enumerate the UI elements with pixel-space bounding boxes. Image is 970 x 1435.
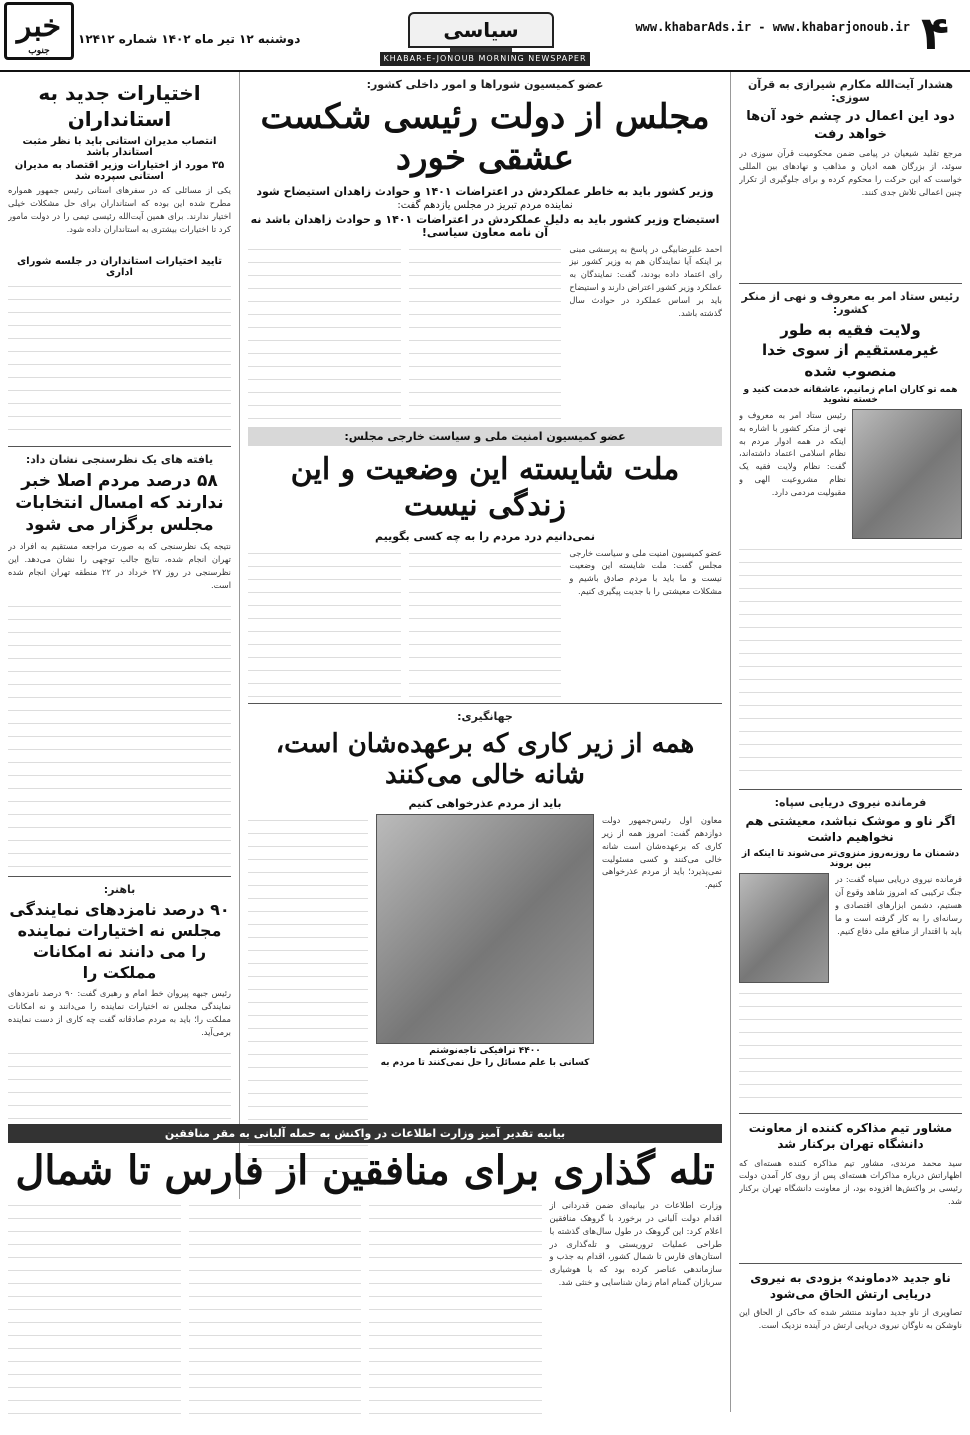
article-kicker: یافته های یک نظرسنجی نشان داد: [25,453,214,466]
divider [739,283,962,284]
date-line: دوشنبه ۱۲ تیر ماه ۱۴۰۲ شماره ۱۲۴۱۲ [78,32,301,46]
article-subtitle-2: ۳۵ مورد از اختیارات وزیر اقتصاد به مدیران استانی سپرده شد [14,160,225,182]
article-title: مشاور تیم مذاکره کننده از معاونت دانشگاه تهران برکنار شد [748,1121,953,1152]
article-title: ناو جدید «دماوند» بزودی به نیروی دریایی ارتش الحاق می‌شود [750,1270,951,1301]
lead-subtitle-2: نماینده مردم تبریز در مجلس یازدهم گفت: [397,199,573,211]
cleric-photo [852,409,962,539]
divider [739,1263,962,1264]
article-kicker: باهنر: [103,883,136,897]
section-banner: سیاسی [408,12,554,48]
lead-body-col [409,243,562,423]
lead-body: احمد علیرضابیگی در پاسخ به پرسشی مبنی بر اینکه آیا نمایندگان هم به وزیر کشور نیز رای اعتماد داده بودند، گفت: نمایندگان به عملکرد وزیر کشور اعتراض دارند و استیضاح باید بر اساس عملکرد در حوادث سال گذشته باشد. [569,243,722,318]
article-title: ۵۸ درصد مردم اصلا خبر ندارند که امسال انتخابات مجلس برگزار می شود [15,471,224,536]
bottom-body-col [369,1199,542,1419]
photo-caption-2: کسانی با علم مسائل را حل نمی‌کنند تا مردم به [380,1057,590,1068]
article-kicker: فرمانده نیروی دریایی سپاه: [774,795,927,809]
lead-kicker: عضو کمیسیون شوراها و امور داخلی کشور: [366,78,604,91]
article-title: ملت شایسته این وضعیت و این زندگی نیست [290,451,680,523]
article-body-continued [739,543,962,783]
article-body: یکی از مسائلی که در سفرهای استانی رئیس جمهور همواره مطرح شده این بوده که استانداران برای حل مشکلات خیلی اختیار ندارند. برای همین آیت‌الله رئیسی تیمی را در دولت مامور کرد تا اختیارات بیشتری به استانداران داده شود. [8,185,231,234]
article-body: رئیس جبهه پیروان خط امام و رهبری گفت: ۹۰ درصد نامزدهای نمایندگی مجلس نه اختیارات نماینده را می‌دانند و نه امکانات مملکت را؛ باید به مردم صادقانه گفت چه کاری از دست نماینده برمی‌آید. [8,988,231,1038]
article-body: رئیس ستاد امر به معروف و نهی از منکر کشور با اشاره به اینکه در همه ادوار مردم به نظام اسلامی اعتماد داشته‌اند، گفت: نظام ولایت فقیه یک نظام مشروعیت الهی و مقبولیت مردمی دارد. [739,409,846,497]
article-body: نتیجه یک نظرسنجی که به صورت مراجعه مستقیم به افراد در تهران انجام شده، نتایج جالب توجهی را نشان می‌دهد. این نظرسنجی در روز ۲۷ خرداد در ۲۲ منطقه تهران انجام شده است. [8,541,231,590]
article-subtitle: همه تو کاران امام زمانیم، عاشقانه خدمت کنید و خسته نشوید [743,384,958,405]
article-subtitle: انتصاب مدیران استانی باید با نظر مثبت استاندار باشد [22,136,217,158]
logo-subtext: جنوب [28,46,50,56]
right-column [730,72,970,1412]
article-title: دود این اعمال در چشم خود آن‌ها خواهد رفت [746,109,955,142]
bottom-band-heading: بیانیه تقدیر آمیز وزارت اطلاعات در واکنش به حمله آلبانی به مقر منافقین [8,1124,722,1143]
article-body: تصاویری از ناو جدید دماوند منتشر شده که حاکی از الحاق این ناوشکن به ناوگان نیروی دریایی ارتش در آینده نزدیک است. [739,1306,962,1330]
divider [8,876,231,877]
bottom-story [0,1120,730,1420]
lead-title: مجلس از دولت رئیسی شکست عشقی خورد [260,97,710,178]
article-title: ولایت فقیه به طور غیرمستقیم از سوی خدا منصوب شده [761,321,940,380]
official-photo [376,814,594,1044]
bottom-title: تله گذاری برای منافقین از فارس تا شمال [15,1147,715,1194]
article-body-continued [8,600,231,870]
article-title: همه از زیر کاری که برعهده‌شان است، شانه خالی می‌کنند [275,728,695,790]
article-box-heading: تایید اختیارات استانداران در جلسه شورای اداری [17,256,222,278]
article-subtitle: دشمنان ما روزبه‌روز منزوی‌تر می‌شوند تا اینکه از بین بروند [741,849,960,870]
site-url[interactable]: www.khabarAds.ir - www.khabarjonoub.ir [635,20,910,34]
commander-photo [739,873,829,983]
divider [739,1113,962,1114]
paper-name-strip: KHABAR-E-JONOUB MORNING NEWSPAPER [380,52,590,66]
masthead [0,0,970,72]
divider [8,446,231,447]
newspaper-logo [4,2,74,60]
article-subtitle: نمی‌دانیم درد مردم را به چه کسی بگوییم [375,529,595,543]
article-body-col [409,547,562,697]
article-body-continued [739,987,962,1107]
article-body-continued [8,280,231,440]
article-body: مرجع تقلید شیعیان در پیامی ضمن محکومیت قرآن سوزی در سوئد، از بزرگان همه ادیان و مذاهب و نهادهای بین المللی خواست که این حرکت را محکوم کرده و برای جلوگیری از تکرار چنین اعمالی تلاش جدی کنند. [739,148,962,197]
article-body-col [248,547,401,697]
article-subtitle: باید از مردم عذرخواهی کنیم [408,796,562,810]
article-kicker: رئیس ستاد امر به معروف و نهی از منکر کشور: [741,290,960,317]
article-kicker: هشدار آیت‌الله مکارم شیرازی به قرآن سوزی: [747,78,954,104]
article-title: اگر ناو و موشک نباشد، معیشتی هم نخواهیم داشت [745,813,956,845]
bottom-body: وزارت اطلاعات در بیانیه‌ای ضمن قدردانی از اقدام دولت آلبانی در برخورد با گروهک منافقین اعلام کرد: این گروهک در طول سال‌های گذشته با طراحی عملیات تروریستی و تله‌گذاری در استان‌های فارس تا شمال کشور، اقدام به جذب و سازماندهی عناصر کرده بود که با هوشیاری سربازان گمنام امام زمان شناسایی و خنثی شد. [549,1200,722,1288]
article-body: سید محمد مرندی، مشاور تیم مذاکره کننده هسته‌ای که اظهاراتش درباره مذاکرات هسته‌ای پس از روی کار آمدن دولت رئیسی بر واکنش‌ها افزوده بود، از معاونت دانشگاه تهران برکنار شد. [739,1157,962,1207]
logo-text: خبر [16,9,62,44]
divider [739,789,962,790]
article-body: عضو کمیسیون امنیت ملی و سیاست خارجی مجلس گفت: ملت شایسته این وضعیت نیست و ما باید با مردم صادق باشیم و مشکلات معیشتی را با جدیت پیگیری کنیم. [569,547,722,597]
article-title: اختیارات جدید به استانداران [38,81,201,131]
article-body: معاون اول رئیس‌جمهور دولت دوازدهم گفت: امروز همه از زیر کاری که برعهده‌شان است شانه خالی می‌کنند و کسی مسئولیت نمی‌پذیرد؛ باید از مردم عذرخواهی کنیم. [602,814,722,890]
page-number: ۴ [920,6,950,60]
lead-subtitle-3: استیضاح وزیر کشور باید به دلیل عملکردش در اعتراضات ۱۴۰۱ و حوادث زاهدان باشد نه آن نامه معاون سیاسی! [250,212,720,239]
bottom-body-col [189,1199,362,1419]
article-title: ۹۰ درصد نامزدهای نمایندگی مجلس نه اختیارات نماینده را می دانند نه امکانات مملکت را [9,900,230,982]
bottom-body-col [8,1199,181,1419]
divider [248,703,722,704]
lead-subtitle: وزیر کشور باید به خاطر عملکردش در اعتراضات ۱۴۰۱ و حوادث زاهدان استیضاح شود [256,184,714,198]
photo-caption: ۴۴۰۰ ترافیکی تاجه‌نوشتم [429,1045,541,1056]
article-kicker: جهانگیری: [457,709,513,723]
lead-body-col [248,243,401,423]
article-body: فرمانده نیروی دریایی سپاه گفت: در جنگ ترکیبی که امروز شاهد وقوع آن هستیم، دشمن ابزارهای اقتصادی و رسانه‌ای را به کار گرفته است و ما باید با اقتدار از منافع ملی دفاع کنیم. [835,874,962,936]
section-band: عضو کمیسیون امنیت ملی و سیاست خارجی مجلس: [248,427,722,446]
